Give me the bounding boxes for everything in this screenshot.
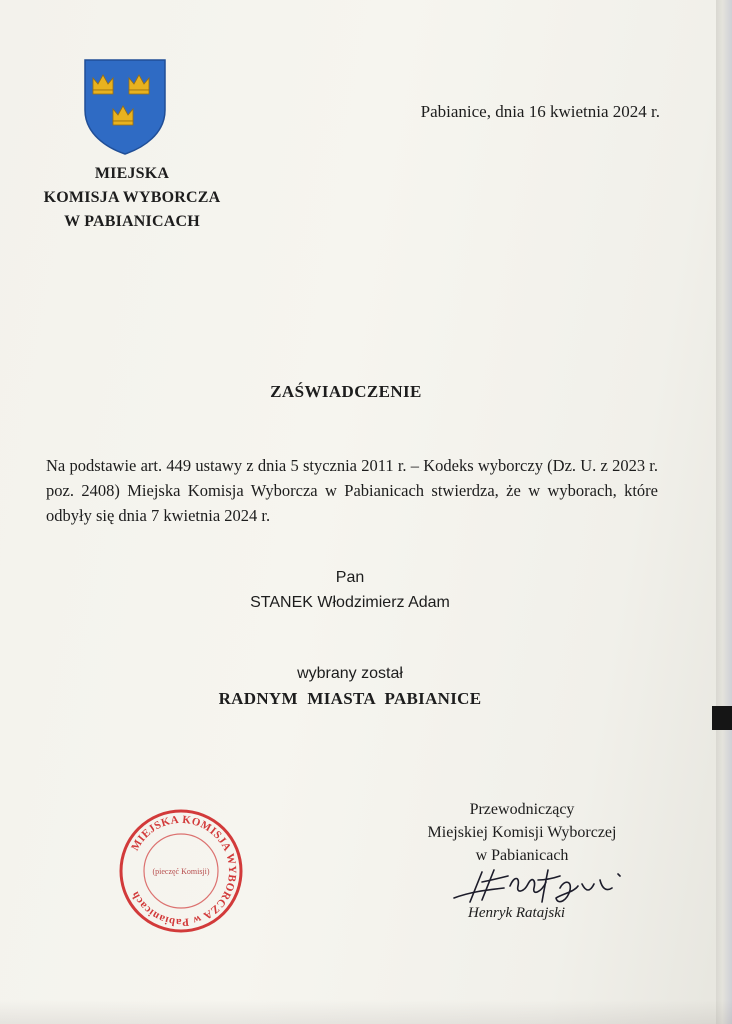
signer-name: Henryk Ratajski [468, 905, 566, 921]
bottom-shadow [0, 1000, 732, 1024]
stamp-inner-text: (pieczęć Komisji) [152, 867, 210, 876]
document-title: ZAŚWIADCZENIE [270, 382, 422, 401]
salutation: Pan [335, 569, 365, 586]
place-and-date: Pabianice, dnia 16 kwietnia 2024 r. [420, 102, 660, 121]
signature-block [404, 798, 640, 867]
stamp-outer-text: MIEJSKA KOMISJA WYBORCZA w Pabianicach [129, 813, 239, 929]
organization-line: W PABIANICACH [64, 213, 200, 230]
signatory-title-line: w Pabianicach [475, 847, 569, 864]
issuing-organization [22, 162, 242, 234]
signatory-title-line: Przewodniczący [469, 801, 575, 818]
black-ribbon [712, 706, 732, 730]
elected-office: RADNYM MIASTA PABIANICE [218, 689, 482, 708]
organization-line: MIEJSKA [94, 165, 170, 182]
coat-of-arms-icon [83, 58, 167, 156]
handwritten-signature [452, 862, 632, 908]
signatory-title-line: Miejskiej Komisji Wyborczej [427, 824, 617, 841]
organization-line: KOMISJA WYBORCZA [43, 189, 221, 206]
commission-stamp [118, 808, 244, 934]
person-name: STANEK Włodzimierz Adam [250, 594, 450, 611]
elected-text: wybrany został [297, 665, 403, 682]
document-body: Na podstawie art. 449 ustawy z dnia 5 stycznia 2011 r. – Kodeks wyborczy (Dz. U. z 2023 r. poz. 2408) Miejska Komisja Wyborcza w Pabianicach stwierdza, że w wyborach, które odbyły się dnia 7 kwietnia 2024 r. [46, 456, 658, 525]
page-edge [716, 0, 732, 1024]
